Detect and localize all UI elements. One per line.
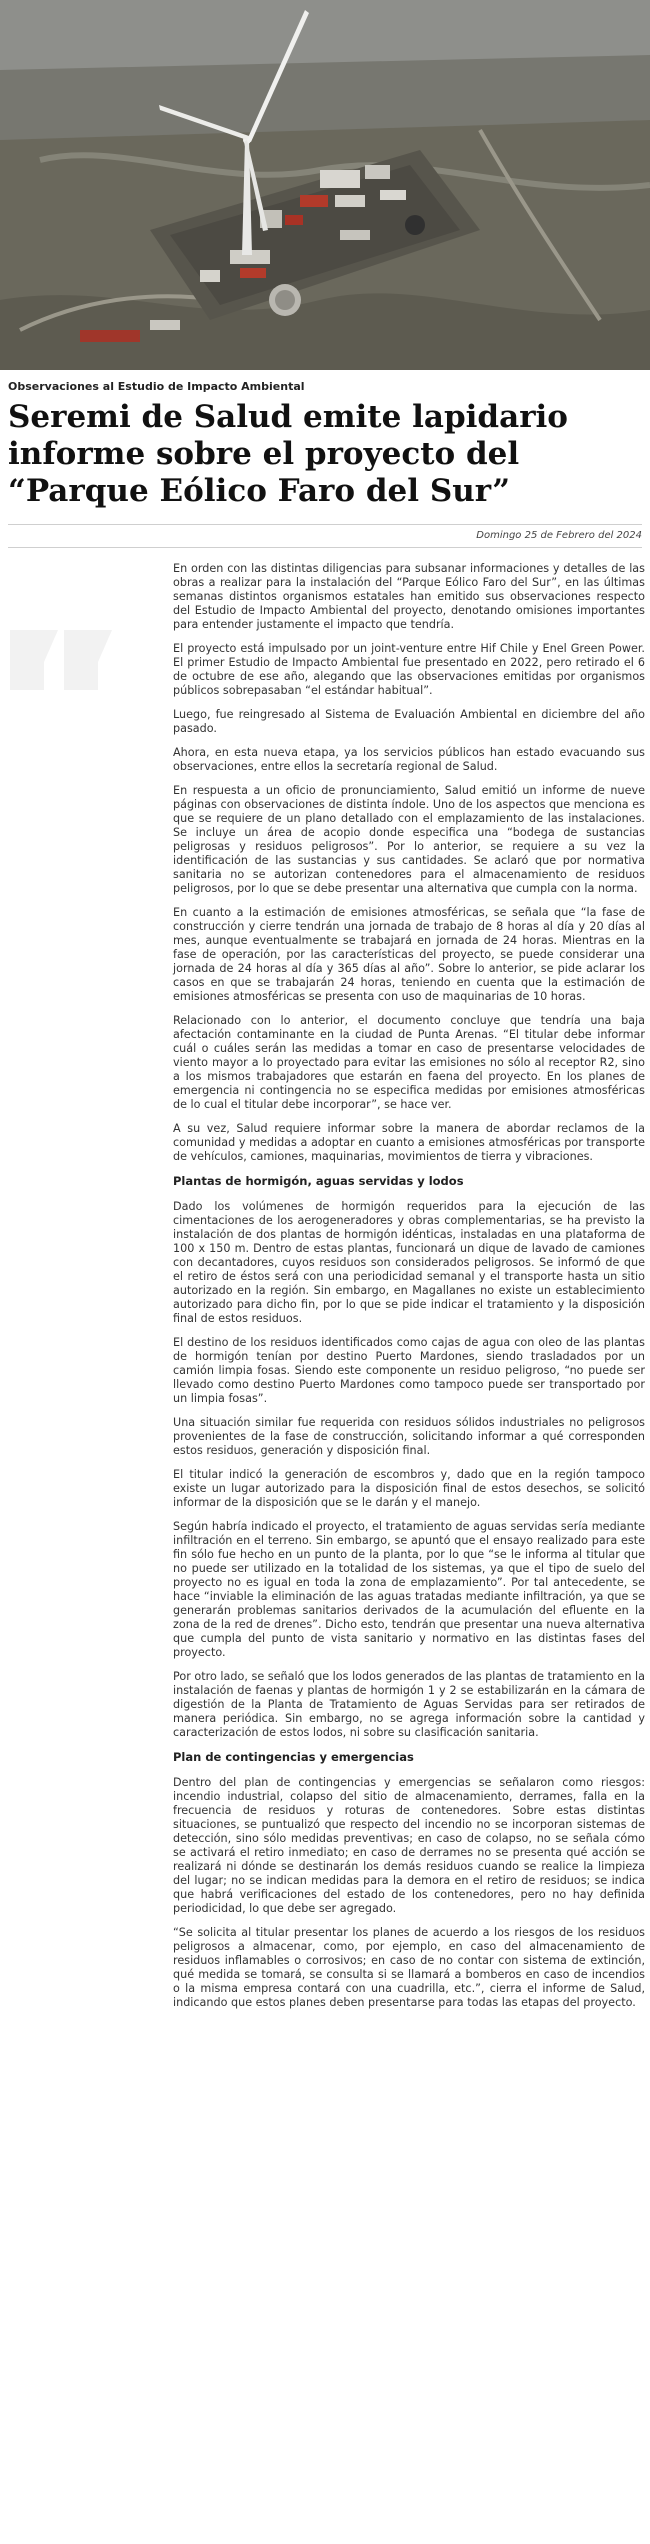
paragraph: Una situación similar fue requerida con residuos sólidos industriales no peligrosos provenientes de la fase de construcción, solicitando informar a qué corresponden estos residuos, generación y disposición final. [173,1416,645,1457]
paragraph: En orden con las distintas diligencias para subsanar informaciones y detalles de las obras a realizar para la instalación del “Parque Eólico Faro del Sur”, en las últimas semanas distintos organismos estatales han emitido sus observaciones respecto del Estudio de Impacto Ambiental del proyecto, denotando omisiones importantes para entender justamente el impacto que tendría. [173,562,645,631]
paragraph: En respuesta a un oficio de pronunciamiento, Salud emitió un informe de nueve páginas con observaciones de distinta índole. Uno de los aspectos que menciona es que se requiere de un plano detallado con el emplazamiento de las instalaciones. Se incluye un área de acopio donde especifica una “bodega de sustancias peligrosas y residuos peligrosos”. Por lo anterior, se requiere a su vez la identificación de las sustancias y sus cantidades. Se aclaró que por normativa sanitaria no se autorizan contenedores para el almacenamiento de residuos peligrosos, por lo que se debe presentar una alternativa que cumpla con la norma. [173,784,645,895]
paragraph: Luego, fue reingresado al Sistema de Evaluación Ambiental en diciembre del año pasado. [173,708,645,735]
paragraph: “Se solicita al titular presentar los planes de acuerdo a los riesgos de los residuos peligrosos a almacenar, como, por ejemplo, en caso del almacenamiento de residuos inflamables o corrosivos; en caso de no contar con sistema de extinción, qué medida se tomará, se consulta si se llamará a bomberos en caso de incendios o la misma empresa contará con una cuadrilla, etc.”, cierra el informe de Salud, indicando que estos planes deben presentarse para todas las etapas del proyecto. [173,1926,645,2009]
article-headline: Seremi de Salud emite lapidario informe sobre el proyecto del “Parque Eólico Faro del Sur” [8,399,568,509]
publish-date: Domingo 25 de Febrero del 2024 [8,524,642,548]
paragraph: El proyecto está impulsado por un joint-venture entre Hif Chile y Enel Green Power. El primer Estudio de Impacto Ambiental fue presentado en 2022, pero retirado el 6 de octubre de ese año, alegando que las observaciones emitidas por organismos públicos sobrepasaban “el estándar habitual”. [173,642,645,697]
paragraph: Dado los volúmenes de hormigón requeridos para la ejecución de las cimentaciones de los aerogeneradores y obras complementarias, se ha previsto la instalación de dos plantas de hormigón idénticas, instaladas en una plataforma de 100 x 150 m. Dentro de estas plantas, funcionará un dique de lavado de camiones con decantadores, cuyos residuos son considerados peligrosos. Se informó de que el retiro de éstos será con una periodicidad semanal y el transporte hasta un sitio autorizado en la región. Sin embargo, en Magallanes no existe un establecimiento autorizado para dicho fin, por lo que se pide indicar el tratamiento y la disposición final de estos residuos. [173,1200,645,1325]
article-body [173,562,645,2010]
paragraph: Ahora, en esta nueva etapa, ya los servicios públicos han estado evacuando sus observaciones, entre ellos la secretaría regional de Salud. [173,746,645,773]
article-kicker: Observaciones al Estudio de Impacto Ambiental [8,380,305,393]
article-content [0,562,650,2010]
paragraph: Relacionado con lo anterior, el documento concluye que tendría una baja afectación contaminante en la ciudad de Punta Arenas. “El titular debe informar cuál o cuáles serán las medidas a tomar en caso de presentarse velocidades de viento mayor a lo proyectado para evitar las emisiones no sólo al receptor R2, sino a los mismos trabajadores que estarán en faena del proyecto. En los planes de emergencia ni contingencia no se especifica medidas por emisiones atmosféricas de lo cual el titular debe incorporar”, se hace ver. [173,1014,645,1111]
paragraph: Por otro lado, se señaló que los lodos generados de las plantas de tratamiento en la instalación de faenas y plantas de hormigón 1 y 2 se estabilizarán en la cámara de digestión de la Planta de Tratamiento de Aguas Servidas para ser retirados de manera periódica. Sin embargo, no se agrega información sobre la cantidad y caracterización de estos lodos, ni sobre su clasificación sanitaria. [173,1670,645,1739]
paragraph: Según habría indicado el proyecto, el tratamiento de aguas servidas sería mediante infiltración en el terreno. Sin embargo, se apuntó que el ensayo realizado para este fin sólo fue hecho en un punto de la planta, por lo que “se le informa al titular que no puede ser utilizado en la totalidad de los sistemas, ya que el tipo de suelo del proyecto no es igual en toda la zona de emplazamiento”. Por tal antecedente, se hace “inviable la eliminación de las aguas tratadas mediante infiltración, ya que se generarán problemas sanitarios derivados de la acumulación del efluente en la zona de la red de drenes”. Dicho esto, tendrán que presentar una nueva alternativa que cumpla del punto de vista sanitario y normativo en las distintas fases del proyecto. [173,1520,645,1659]
wind-farm-aerial-illustration [0,0,650,370]
paragraph: El titular indicó la generación de escombros y, dado que en la región tampoco existe un lugar autorizado para la disposición final de estos desechos, se solicitó informar de la disposición que se le darán y el manejo. [173,1468,645,1509]
paragraph: El destino de los residuos identificados como cajas de agua con oleo de las plantas de hormigón tenían por destino Puerto Mardones, siendo trasladados por un camión limpia fosas. Siendo este componente un residuo peligroso, “no puede ser llevado como destino Puerto Mardones como tampoco puede ser transportado por un limpia fosas”. [173,1336,645,1405]
paragraph: Dentro del plan de contingencias y emergencias se señalaron como riesgos: incendio industrial, colapso del sitio de almacenamiento, derrames, falla en la frecuencia de residuos y roturas de contenedores. Sobre estas distintas situaciones, se puntualizó que respecto del incendio no se incorporan sistemas de detección, sino sólo medidas preventivas; en caso de colapso, no se señala cómo se activará el retiro inmediato; en caso de derrames no se presenta qué acción se realizará ni dónde se destinarán los demás residuos cuando se realice la limpieza del lugar; no se indican medidas para la demora en el retiro de residuos; se indica que habrá verificaciones del estado de los contenedores, pero no hay definida periodicidad, lo que debe ser agregado. [173,1776,645,1915]
subheading-concrete-plants: Plantas de hormigón, aguas servidas y lodos [173,1174,464,1188]
quote-mark-icon [6,622,116,702]
paragraph: En cuanto a la estimación de emisiones atmosféricas, se señala que “la fase de construcción y cierre tendrán una jornada de trabajo de 8 horas al día y 20 días al mes, aunque eventualmente se trabajará en jornada de 24 horas. Mientras en la fase de operación, por las características del proyecto, se puede considerar una jornada de 24 horas al día y 365 días al año”. Sobre lo anterior, se pide aclarar los casos en que se trabajarán 24 horas, teniendo en cuenta que la estimación de emisiones atmosféricas se presenta con uso de maquinarias de 10 horas. [173,906,645,1003]
hero-photo [0,0,650,370]
paragraph: A su vez, Salud requiere informar sobre la manera de abordar reclamos de la comunidad y medidas a adoptar en cuanto a emisiones atmosféricas por transporte de vehículos, camiones, maquinarias, movimientos de tierra y vibraciones. [173,1122,645,1163]
subheading-contingency-plan: Plan de contingencias y emergencias [173,1750,414,1764]
